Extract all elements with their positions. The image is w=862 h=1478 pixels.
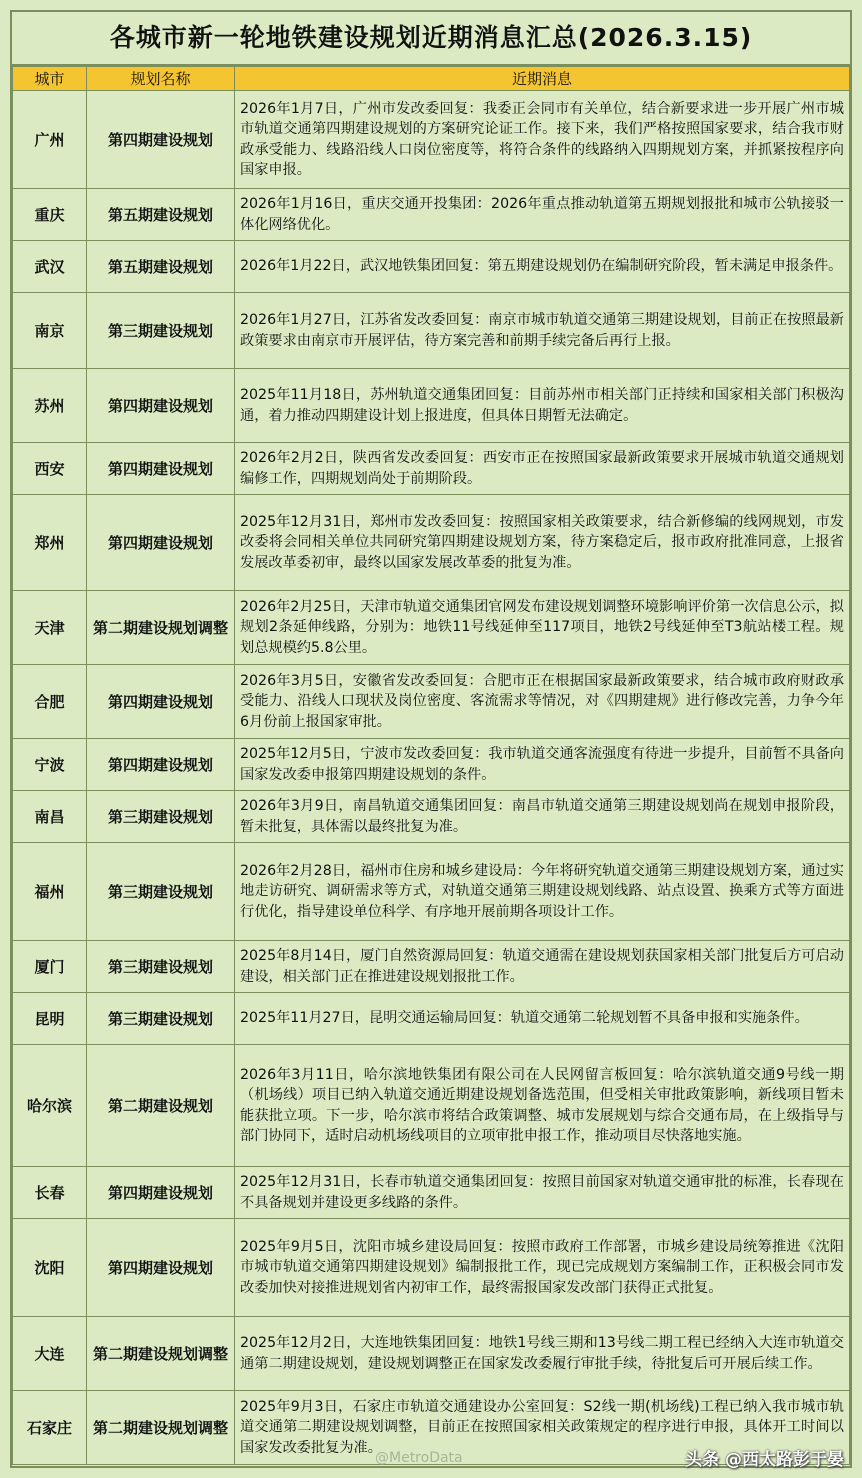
plan-cell: 第四期建设规划 (87, 1219, 235, 1317)
table-row (13, 495, 850, 591)
message-cell: 2026年1月7日，广州市发改委回复：我委正会同市有关单位，结合新要求进一步开展广州市城市轨道交通第四期建设规划的方案研究论证工作。接下来，我们严格按照国家要求，结合我市财政承受能力、线路沿线人口岗位密度等，将符合条件的线路纳入四期规划方案，并抓紧按程序向国家申报。 (235, 91, 850, 189)
watermark: @MetroData (375, 1450, 463, 1466)
header-message: 近期消息 (235, 67, 850, 91)
city-cell: 南昌 (13, 791, 87, 843)
message-cell: 2025年11月27日，昆明交通运输局回复：轨道交通第二轮规划暂不具备申报和实施条件。 (235, 993, 850, 1045)
table-row (13, 591, 850, 665)
city-cell: 昆明 (13, 993, 87, 1045)
plan-cell: 第四期建设规划 (87, 665, 235, 739)
table-row (13, 369, 850, 443)
message-cell: 2025年12月31日，长春市轨道交通集团回复：按照目前国家对轨道交通审批的标准，长春现在不具备规划并建设更多线路的条件。 (235, 1167, 850, 1219)
message-cell: 2026年2月25日，天津市轨道交通集团官网发布建设规划调整环境影响评价第一次信息公示，拟规划2条延伸线路，分别为：地铁11号线延伸至117项目，地铁2号线延伸至T3航站楼工程。规划总规模约5.8公里。 (235, 591, 850, 665)
table-row (13, 843, 850, 941)
plan-cell: 第四期建设规划 (87, 91, 235, 189)
plan-cell: 第五期建设规划 (87, 241, 235, 293)
table-row (13, 293, 850, 369)
city-cell: 郑州 (13, 495, 87, 591)
city-cell: 合肥 (13, 665, 87, 739)
message-cell: 2025年11月18日，苏州轨道交通集团回复：目前苏州市相关部门正持续和国家相关部门积极沟通，着力推动四期建设计划上报进度，但具体日期暂无法确定。 (235, 369, 850, 443)
city-cell: 厦门 (13, 941, 87, 993)
plan-cell: 第五期建设规划 (87, 189, 235, 241)
message-cell: 2025年12月31日，郑州市发改委回复：按照国家相关政策要求，结合新修编的线网规划，市发改委将会同相关单位共同研究第四期建设规划方案，待方案稳定后，报市政府批准同意，上报省发展改革委初审，最终以国家发展改革委的批复为准。 (235, 495, 850, 591)
plan-cell: 第二期建设规划调整 (87, 591, 235, 665)
table-row (13, 91, 850, 189)
credit-label: 头条 @西太路彭于晏 (685, 1450, 844, 1470)
header-city: 城市 (13, 67, 87, 91)
city-cell: 武汉 (13, 241, 87, 293)
table-row (13, 791, 850, 843)
table-header-row (13, 67, 850, 91)
table-row (13, 189, 850, 241)
message-cell: 2025年8月14日，厦门自然资源局回复：轨道交通需在建设规划获国家相关部门批复后方可启动建设，相关部门正在推进建设规划报批工作。 (235, 941, 850, 993)
city-cell: 天津 (13, 591, 87, 665)
city-cell: 沈阳 (13, 1219, 87, 1317)
message-cell: 2025年12月5日，宁波市发改委回复：我市轨道交通客流强度有待进一步提升，目前暂不具备向国家发改委申报第四期建设规划的条件。 (235, 739, 850, 791)
plan-cell: 第四期建设规划 (87, 739, 235, 791)
message-cell: 2026年2月2日，陕西省发改委回复：西安市正在按照国家最新政策要求开展城市轨道交通规划编修工作，四期规划尚处于前期阶段。 (235, 443, 850, 495)
city-cell: 广州 (13, 91, 87, 189)
summary-table-frame (10, 10, 852, 1468)
plan-cell: 第四期建设规划 (87, 495, 235, 591)
table-row (13, 1317, 850, 1391)
city-cell: 福州 (13, 843, 87, 941)
city-cell: 石家庄 (13, 1391, 87, 1465)
city-cell: 西安 (13, 443, 87, 495)
city-cell: 大连 (13, 1317, 87, 1391)
message-cell: 2026年3月9日，南昌轨道交通集团回复：南昌市轨道交通第三期建设规划尚在规划申报阶段，暂未批复，具体需以最终批复为准。 (235, 791, 850, 843)
city-cell: 苏州 (13, 369, 87, 443)
table-row (13, 739, 850, 791)
message-cell: 2025年9月5日，沈阳市城乡建设局回复：按照市政府工作部署，市城乡建设局统筹推进《沈阳市城市轨道交通第四期建设规划》编制报批工作，现已完成规划方案编制工作，正积极会同市发改委加快对接推进规划省内初审工作，最终需报国家发改部门获得正式批复。 (235, 1219, 850, 1317)
table-row (13, 993, 850, 1045)
table-row (13, 1167, 850, 1219)
plan-cell: 第二期建设规划调整 (87, 1317, 235, 1391)
table-row (13, 941, 850, 993)
message-cell: 2026年3月5日，安徽省发改委回复：合肥市正在根据国家最新政策要求，结合城市政府财政承受能力、沿线人口现状及岗位密度、客流需求等情况，对《四期建规》进行修改完善，力争今年6月份前上报国家审批。 (235, 665, 850, 739)
message-cell: 2026年1月16日，重庆交通开投集团：2026年重点推动轨道第五期规划报批和城市公轨接驳一体化网络优化。 (235, 189, 850, 241)
plan-cell: 第三期建设规划 (87, 293, 235, 369)
message-cell: 2026年1月27日，江苏省发改委回复：南京市城市轨道交通第三期建设规划，目前正在按照最新政策要求由南京市开展评估，待方案完善和前期手续完备后再行上报。 (235, 293, 850, 369)
city-cell: 重庆 (13, 189, 87, 241)
plan-cell: 第二期建设规划 (87, 1045, 235, 1167)
plan-cell: 第二期建设规划调整 (87, 1391, 235, 1465)
message-cell: 2025年12月2日，大连地铁集团回复：地铁1号线三期和13号线二期工程已经纳入大连市轨道交通第二期建设规划，建设规划调整正在国家发改委履行审批手续，待批复后可开展后续工作。 (235, 1317, 850, 1391)
plan-cell: 第三期建设规划 (87, 791, 235, 843)
plan-cell: 第四期建设规划 (87, 369, 235, 443)
plan-cell: 第四期建设规划 (87, 443, 235, 495)
city-cell: 长春 (13, 1167, 87, 1219)
metro-plan-table (12, 66, 850, 1465)
table-row (13, 665, 850, 739)
plan-cell: 第三期建设规划 (87, 941, 235, 993)
city-cell: 哈尔滨 (13, 1045, 87, 1167)
message-cell: 2026年1月22日，武汉地铁集团回复：第五期建设规划仍在编制研究阶段，暂未满足申报条件。 (235, 241, 850, 293)
city-cell: 南京 (13, 293, 87, 369)
table-row (13, 241, 850, 293)
table-row (13, 1219, 850, 1317)
table-row (13, 443, 850, 495)
header-plan: 规划名称 (87, 67, 235, 91)
message-cell: 2025年9月3日，石家庄市轨道交通建设办公室回复：S2线一期(机场线)工程已纳入我市城市轨道交通第二期建设规划调整，目前正在按照国家相关政策规定的程序进行申报，具体开工时间以国家发改委批复为准。 (235, 1391, 850, 1465)
message-cell: 2026年2月28日，福州市住房和城乡建设局：今年将研究轨道交通第三期建设规划方案，通过实地走访研究、调研需求等方式，对轨道交通第三期建设规划线路、站点设置、换乘方式等方面进行优化，指导建设单位科学、有序地开展前期各项设计工作。 (235, 843, 850, 941)
city-cell: 宁波 (13, 739, 87, 791)
table-row (13, 1045, 850, 1167)
plan-cell: 第三期建设规划 (87, 993, 235, 1045)
page-title: 各城市新一轮地铁建设规划近期消息汇总(2026.3.15) (12, 12, 850, 66)
plan-cell: 第三期建设规划 (87, 843, 235, 941)
message-cell: 2026年3月11日，哈尔滨地铁集团有限公司在人民网留言板回复：哈尔滨轨道交通9号线一期（机场线）项目已纳入轨道交通近期建设规划备选范围，但受相关审批政策影响，新线项目暂未能获批立项。下一步，哈尔滨市将结合政策调整、城市发展规划与综合交通布局，在上级指导与部门协同下，适时启动机场线项目的立项审批申报工作，推动项目尽快落地实施。 (235, 1045, 850, 1167)
plan-cell: 第四期建设规划 (87, 1167, 235, 1219)
